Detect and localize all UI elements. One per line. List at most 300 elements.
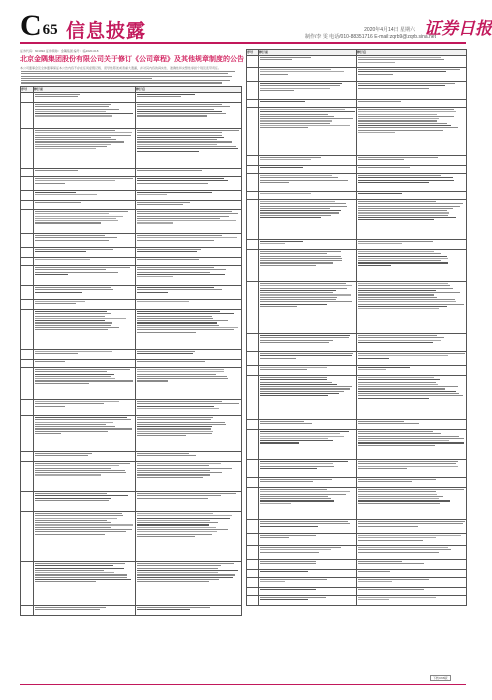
text-block <box>136 452 241 456</box>
table-row <box>247 192 467 200</box>
text-block <box>34 234 135 241</box>
table-row <box>21 400 242 416</box>
after-cell <box>136 462 242 492</box>
lead-text-block <box>20 70 240 84</box>
after-cell <box>357 352 467 366</box>
row-number-cell <box>21 368 34 400</box>
text-block <box>259 520 356 527</box>
text-block <box>34 169 135 171</box>
after-cell <box>136 562 242 606</box>
text-block <box>136 286 241 293</box>
before-cell <box>259 570 357 578</box>
text-block <box>34 258 135 260</box>
after-cell <box>136 360 242 368</box>
text-block <box>259 56 356 60</box>
row-number-cell <box>21 286 34 300</box>
after-cell <box>136 93 242 103</box>
text-block <box>259 534 356 538</box>
table-row <box>247 156 467 166</box>
row-number-cell <box>21 462 34 492</box>
text-block <box>34 310 135 330</box>
text-block <box>259 546 356 553</box>
table-row <box>21 606 242 616</box>
table-row <box>247 376 467 420</box>
before-cell <box>259 534 357 546</box>
row-number-cell <box>247 420 259 430</box>
row-number-cell <box>21 350 34 360</box>
before-cell <box>259 588 357 596</box>
after-cell <box>136 286 242 300</box>
before-cell <box>34 103 136 129</box>
row-number-cell <box>247 240 259 250</box>
table-row <box>247 534 467 546</box>
text-block <box>136 266 241 277</box>
row-number-cell <box>247 250 259 282</box>
text-block <box>34 93 135 97</box>
row-number-cell <box>247 478 259 488</box>
row-number-cell <box>247 430 259 460</box>
row-number-cell <box>21 562 34 606</box>
text-block <box>34 103 135 117</box>
text-block <box>357 200 466 220</box>
text-block <box>136 191 241 195</box>
after-cell <box>357 174 467 192</box>
text-block <box>357 156 466 160</box>
text-block <box>136 234 241 241</box>
table-row <box>21 191 242 201</box>
text-block <box>136 210 241 224</box>
text-block <box>34 492 135 501</box>
table-row <box>247 250 467 282</box>
before-cell <box>34 191 136 201</box>
text-block <box>357 334 466 343</box>
text-block <box>259 460 356 469</box>
table-row <box>247 282 467 334</box>
after-cell <box>357 334 467 352</box>
before-cell <box>259 460 357 478</box>
row-number-cell <box>21 512 34 562</box>
before-cell <box>259 250 357 282</box>
after-cell <box>357 282 467 334</box>
text-block <box>34 368 135 384</box>
after-cell <box>357 488 467 520</box>
after-cell <box>136 368 242 400</box>
column-header-after: 修订后 <box>136 87 242 93</box>
before-cell <box>259 352 357 366</box>
table-row <box>247 578 467 588</box>
page-number <box>20 9 58 42</box>
before-cell <box>34 360 136 368</box>
before-cell <box>34 177 136 191</box>
text-block <box>357 174 466 183</box>
text-block <box>357 376 466 399</box>
row-number-cell <box>247 174 259 192</box>
before-cell <box>34 452 136 462</box>
after-cell <box>357 56 467 68</box>
row-number-cell <box>247 352 259 366</box>
table-row <box>247 478 467 488</box>
before-cell <box>34 210 136 234</box>
text-block <box>357 478 466 482</box>
row-number-cell <box>247 596 259 606</box>
text-block <box>136 400 241 409</box>
before-cell <box>34 93 136 103</box>
row-number-cell <box>21 606 34 616</box>
after-cell <box>357 192 467 200</box>
after-cell <box>136 103 242 129</box>
table-row <box>247 420 467 430</box>
text-block <box>259 478 356 482</box>
before-cell <box>34 248 136 258</box>
before-cell <box>259 546 357 560</box>
text-block <box>259 366 356 370</box>
table-row <box>21 350 242 360</box>
text-block <box>357 430 466 446</box>
before-cell <box>34 512 136 562</box>
row-number-cell <box>21 93 34 103</box>
after-cell <box>357 200 467 240</box>
announcement-lead <box>20 66 240 84</box>
after-cell <box>357 534 467 546</box>
page-number-value: 65 <box>42 22 58 38</box>
table-row <box>247 570 467 578</box>
table-row <box>21 492 242 512</box>
row-number-cell <box>21 103 34 129</box>
before-cell <box>259 156 357 166</box>
table-row <box>247 100 467 108</box>
before-cell <box>259 100 357 108</box>
row-number-cell <box>247 570 259 578</box>
text-block <box>357 56 466 63</box>
before-cell <box>34 310 136 350</box>
after-cell <box>136 191 242 201</box>
before-cell <box>259 430 357 460</box>
row-number-cell <box>247 192 259 200</box>
after-cell <box>357 520 467 534</box>
table-row <box>21 201 242 210</box>
text-block <box>259 578 356 582</box>
text-block <box>136 368 241 382</box>
text-block <box>259 588 356 590</box>
row-number-cell <box>21 266 34 286</box>
row-number-cell <box>21 191 34 201</box>
table-row <box>21 512 242 562</box>
text-block <box>357 546 466 553</box>
before-cell <box>259 240 357 250</box>
column-header-before: 修订前 <box>34 87 136 93</box>
row-number-cell <box>21 210 34 234</box>
table-row <box>247 352 467 366</box>
before-cell <box>259 108 357 156</box>
before-cell <box>259 420 357 430</box>
row-number-cell <box>21 452 34 462</box>
after-cell <box>136 210 242 234</box>
text-block <box>357 420 466 424</box>
table-row <box>21 248 242 258</box>
text-block <box>357 560 466 564</box>
text-block <box>259 82 356 91</box>
row-number-cell <box>247 100 259 108</box>
text-block <box>34 350 135 354</box>
row-number-cell <box>247 546 259 560</box>
text-block <box>136 606 241 610</box>
after-cell <box>136 310 242 350</box>
text-block <box>259 68 356 75</box>
table-row <box>21 93 242 103</box>
table-row <box>21 310 242 350</box>
after-cell <box>357 546 467 560</box>
row-number-cell <box>21 300 34 310</box>
before-cell <box>34 266 136 286</box>
text-block <box>34 562 135 582</box>
text-block <box>357 282 466 309</box>
after-cell <box>357 366 467 376</box>
after-cell <box>357 596 467 606</box>
table-row <box>247 68 467 82</box>
before-cell <box>259 200 357 240</box>
row-number-cell <box>21 201 34 210</box>
row-number-cell <box>247 166 259 174</box>
text-block <box>34 452 135 456</box>
table-row <box>21 266 242 286</box>
text-block <box>357 250 466 266</box>
table-row <box>247 56 467 68</box>
editor-contact: 制作/李 雯 电话/010-88351716 E-mail:zqrb9@zqrb.sina.net <box>305 34 436 40</box>
before-cell <box>34 129 136 169</box>
text-block <box>357 68 466 75</box>
after-cell <box>136 129 242 169</box>
text-block <box>136 177 241 184</box>
continued-note: 下转C66版 <box>430 675 451 681</box>
after-cell <box>357 588 467 596</box>
before-cell <box>259 376 357 420</box>
text-block <box>34 360 135 362</box>
after-cell <box>357 166 467 174</box>
row-number-cell <box>21 416 34 452</box>
before-cell <box>259 560 357 570</box>
after-cell <box>136 416 242 452</box>
text-block <box>259 166 356 168</box>
table-row <box>247 82 467 100</box>
before-cell <box>34 416 136 452</box>
row-number-cell <box>21 310 34 350</box>
text-block <box>357 366 466 370</box>
before-cell <box>259 192 357 200</box>
text-block <box>136 258 241 260</box>
after-cell <box>136 512 242 562</box>
text-block <box>259 352 356 359</box>
text-block <box>34 462 135 476</box>
after-cell <box>136 492 242 512</box>
table-row <box>247 588 467 596</box>
row-number-cell <box>247 156 259 166</box>
table-row <box>247 240 467 250</box>
table-row <box>21 360 242 368</box>
after-cell <box>357 82 467 100</box>
row-number-cell <box>247 82 259 100</box>
section-title: 信息披露 <box>66 20 147 42</box>
after-cell <box>136 300 242 310</box>
text-block <box>136 512 241 537</box>
before-cell <box>259 578 357 588</box>
after-cell <box>357 570 467 578</box>
announcement-title: 北京金隅集团股份有限公司关于修订《公司章程》及其他规章制度的公告 <box>20 56 244 63</box>
before-cell <box>34 234 136 248</box>
text-block <box>259 334 356 343</box>
stock-code-line: 证券代码：601992 证券简称：金隅集团 编号：临2020-018 <box>20 49 99 53</box>
text-block <box>357 578 466 582</box>
row-number-cell <box>21 258 34 266</box>
before-cell <box>34 286 136 300</box>
before-cell <box>259 82 357 100</box>
text-block <box>357 588 466 590</box>
text-block <box>34 300 135 304</box>
table-row <box>21 452 242 462</box>
after-cell <box>136 201 242 210</box>
text-block <box>34 512 135 535</box>
footer-rule <box>20 684 466 685</box>
table-row <box>247 174 467 192</box>
before-cell <box>34 350 136 360</box>
text-block <box>136 492 241 499</box>
table-row <box>21 286 242 300</box>
after-cell <box>136 169 242 177</box>
text-block <box>259 488 356 504</box>
text-block <box>34 177 135 184</box>
text-block <box>136 416 241 436</box>
after-cell <box>357 100 467 108</box>
text-block <box>259 596 356 600</box>
text-block <box>259 376 356 396</box>
newspaper-logo: 证券日报 <box>424 19 492 39</box>
table-row <box>247 108 467 156</box>
before-cell <box>34 368 136 400</box>
text-block <box>34 606 135 610</box>
text-block <box>34 266 135 275</box>
text-block <box>136 462 241 478</box>
text-block <box>259 430 356 444</box>
row-number-cell <box>247 520 259 534</box>
board-statement: 本公司董事会及全体董事保证本公告内容不存在任何虚假记载、误导性陈述或者重大遗漏，并对其内容的真实性、准确性和完整性承担个别及连带责任。 <box>20 66 222 70</box>
after-cell <box>136 606 242 616</box>
after-cell <box>136 258 242 266</box>
after-cell <box>357 250 467 282</box>
row-number-cell <box>247 534 259 546</box>
after-cell <box>357 578 467 588</box>
table-row <box>247 460 467 478</box>
before-cell <box>34 201 136 210</box>
table-row <box>247 520 467 534</box>
before-cell <box>259 366 357 376</box>
row-number-cell <box>247 56 259 68</box>
text-block <box>34 201 135 203</box>
text-block <box>136 201 241 205</box>
text-block <box>357 534 466 541</box>
text-block <box>34 248 135 252</box>
amendment-table-right <box>246 49 467 606</box>
before-cell <box>34 462 136 492</box>
row-number-cell <box>247 588 259 596</box>
table-row <box>21 562 242 606</box>
text-block <box>357 488 466 504</box>
row-number-cell <box>21 360 34 368</box>
text-block <box>357 240 466 244</box>
text-block <box>136 360 241 362</box>
row-number-cell <box>247 460 259 478</box>
before-cell <box>259 56 357 68</box>
row-number-cell <box>247 200 259 240</box>
after-cell <box>357 156 467 166</box>
before-cell <box>259 488 357 520</box>
table-row <box>21 210 242 234</box>
after-cell <box>357 560 467 570</box>
section-letter: C <box>20 9 42 42</box>
text-block <box>259 100 356 102</box>
text-block <box>259 156 356 160</box>
after-cell <box>357 376 467 420</box>
column-header-after: 修订后 <box>357 50 467 56</box>
text-block <box>136 129 241 152</box>
row-number-cell <box>21 129 34 169</box>
text-block <box>259 174 356 183</box>
text-block <box>34 286 135 293</box>
text-block <box>34 210 135 224</box>
text-block <box>136 562 241 582</box>
table-row <box>247 334 467 352</box>
before-cell <box>34 400 136 416</box>
before-cell <box>259 334 357 352</box>
table-row <box>21 177 242 191</box>
table-row <box>247 166 467 174</box>
after-cell <box>136 452 242 462</box>
after-cell <box>136 177 242 191</box>
row-number-cell <box>247 366 259 376</box>
row-number-cell <box>21 248 34 258</box>
text-block <box>34 191 135 195</box>
after-cell <box>357 240 467 250</box>
text-block <box>357 192 466 194</box>
text-block <box>259 240 356 244</box>
publication-meta <box>305 27 436 41</box>
row-number-cell <box>21 177 34 191</box>
table-row <box>21 234 242 248</box>
text-block <box>357 570 466 572</box>
table-row <box>247 366 467 376</box>
table-row <box>247 560 467 570</box>
text-block <box>259 250 356 266</box>
after-cell <box>136 350 242 360</box>
text-block <box>357 596 466 600</box>
row-number-cell <box>247 68 259 82</box>
header-rule <box>20 42 466 44</box>
text-block <box>34 129 135 149</box>
row-number-cell <box>247 108 259 156</box>
table-row <box>21 258 242 266</box>
before-cell <box>259 282 357 334</box>
table-row <box>21 300 242 310</box>
after-cell <box>357 478 467 488</box>
text-block <box>357 166 466 168</box>
before-cell <box>259 520 357 534</box>
text-block <box>259 282 356 307</box>
text-block <box>259 570 356 572</box>
row-number-cell <box>21 169 34 177</box>
row-number-cell <box>247 282 259 334</box>
before-cell <box>34 169 136 177</box>
text-block <box>357 100 466 102</box>
table-row <box>21 416 242 452</box>
text-block <box>357 460 466 469</box>
